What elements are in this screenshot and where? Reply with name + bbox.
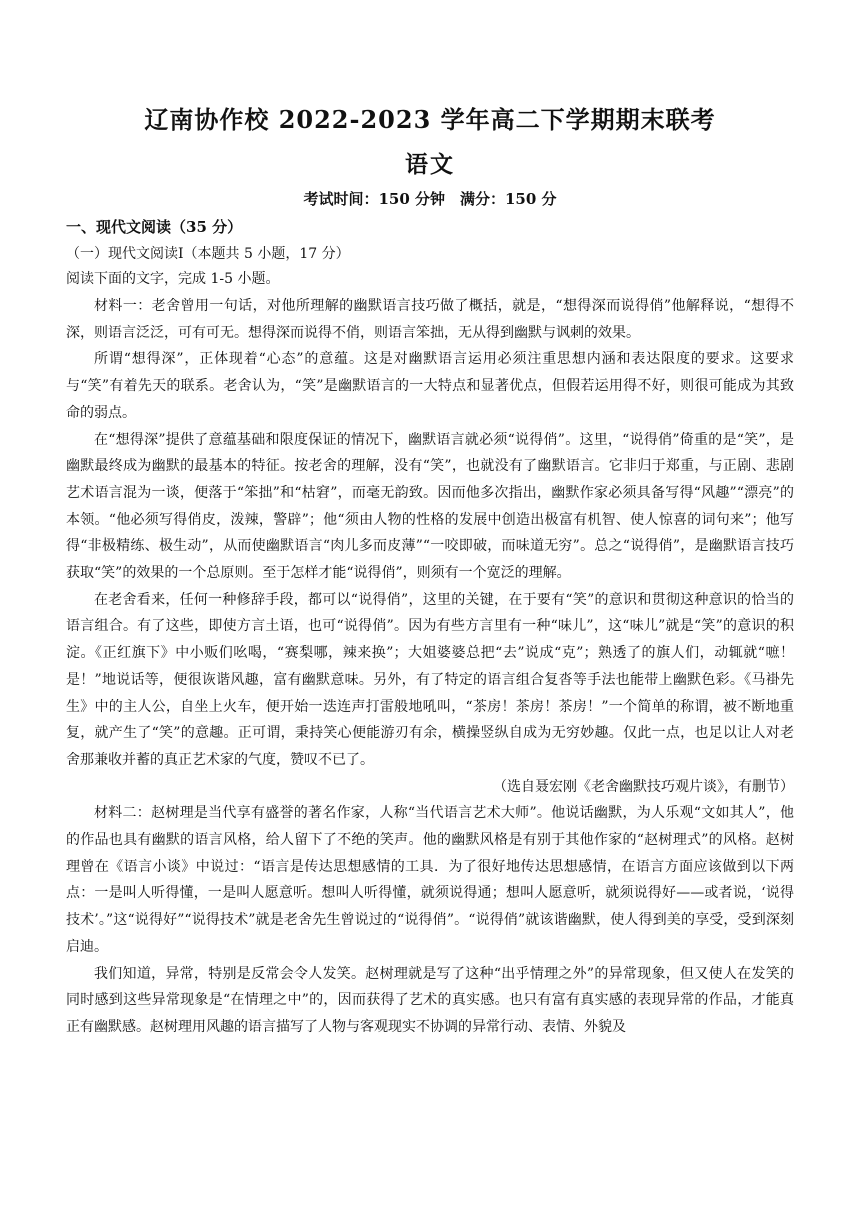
paragraph: 所谓“想得深”，正体现着“心态”的意蕴。这是对幽默语言运用必须注重思想内涵和表达限度的要求。这要求与“笑”有着先天的联系。老舍认为，“笑”是幽默语言的一大特点和显著优点，但假若运用得不好，则很可能成为其致命的弱点。 [66, 351, 794, 421]
exam-title: 辽南协作校 2022-2023 学年高二下学期期末联考 [144, 105, 716, 134]
paragraph-material-one: 材料一：老舍曾用一句话，对他所理解的幽默语言技巧做了概括，就是，“想得深而说得俏”他解释说，“想得不深，则语言泛泛，可有可无。想得深而说得不俏，则语言笨拙，无从得到幽默与讽刺的效果。 [66, 298, 794, 341]
subject-title: 语文 [405, 151, 455, 178]
subsection-heading: （一）现代文阅读Ⅰ（本题共 5 小题，17 分） [66, 246, 350, 262]
section-heading: 一、现代文阅读（35 分） [66, 218, 243, 236]
reading-instruction: 阅读下面的文字，完成 1-5 小题。 [66, 271, 280, 287]
paragraph: 在老舍看来，任何一种修辞手段，都可以“说得俏”，这里的关键，在于要有“笑”的意识和贯彻这种意识的恰当的语言组合。有了这些，即使方言土语，也可“说得俏”。因为有些方言里有一种“味儿”，这“味儿”就是“笑”的意识的积淀。《正红旗下》中小贩们吆喝，“赛梨哪，辣来换”；大姐婆婆总把“去”说成“克”；熟透了的旗人们，动辄就“嗻！是！”地说话等，便很诙谐风趣，富有幽默意味。另外，有了特定的语言组合复沓等手法也能带上幽默色彩。《马褂先生》中的主人公，自坐上火车，便开始一迭连声打雷般地吼叫，“茶房！茶房！茶房！”一个简单的称谓，被不断地重复，就产生了“笑”的意趣。正可谓，秉持笑心便能游刃有余，横操竖纵自成为无穷妙趣。仅此一点，也足以让人对老舍那兼收并蓄的真正艺术家的气度，赞叹不已了。 [66, 591, 794, 768]
paragraph-material-two: 材料二：赵树理是当代享有盛誉的著名作家，人称“当代语言艺术大师”。他说话幽默，为人乐观“文如其人”，他的作品也具有幽默的语言风格，给人留下了不绝的笑声。他的幽默风格是有别于其他作家的“赵树理式”的风格。赵树理曾在《语言小谈》中说过：“语言是传达思想感情的工具．为了很好地传达思想感情，在语言方面应该做到以下两点：一是叫人听得懂，一是叫人愿意听。想叫人听得懂，就须说得通；想叫人愿意听，就须说得好——或者说，‘说得技术’。”这“说得好”“说得技术”就是老舍先生曾说过的“说得俏”。“说得俏”就该谐幽默，使人得到美的享受，受到深刻启迪。 [66, 805, 794, 955]
exam-info: 考试时间：150 分钟 满分：150 分 [303, 190, 557, 208]
source-citation: （选自聂宏刚《老舍幽默技巧观片谈》，有删节） [493, 778, 794, 795]
paragraph: 在“想得深”提供了意蕴基础和限度保证的情况下，幽默语言就必须“说得俏”。这里，“说得俏”倚重的是“笑”，是幽默最终成为幽默的最基本的特征。按老舍的理解，没有“笑”，也就没有了幽默语言。它非归于郑重，与正剧、悲剧艺术语言混为一谈，便落于“笨拙”和“枯窘”，而毫无韵致。因而他多次指出，幽默作家必须具备写得“风趣”“漂亮”的本领。“他必须写得俏皮，泼辣，警辟”；他“须由人物的性格的发展中创造出极富有机智、使人惊喜的词句来”；他写得“非极精练、极生动”，从而使幽默语言“肉儿多而皮薄”“一咬即破，而味道无穷”。总之“说得俏”，是幽默语言技巧获取“笑”的效果的一个总原则。至于怎样才能“说得俏”，则须有一个宽泛的理解。 [66, 431, 794, 582]
reading-passage [66, 293, 794, 1041]
paragraph: 我们知道，异常，特别是反常会令人发笑。赵树理就是写了这种“出乎情理之外”的异常现象，但又使人在发笑的同时感到这些异常现象是“在情理之中”的，因而获得了艺术的真实感。也只有富有真实感的表现异常的作品，才能真正有幽默感。赵树理用风趣的语言描写了人物与客观现实不协调的异常行动、表情、外貌及 [66, 965, 794, 1035]
